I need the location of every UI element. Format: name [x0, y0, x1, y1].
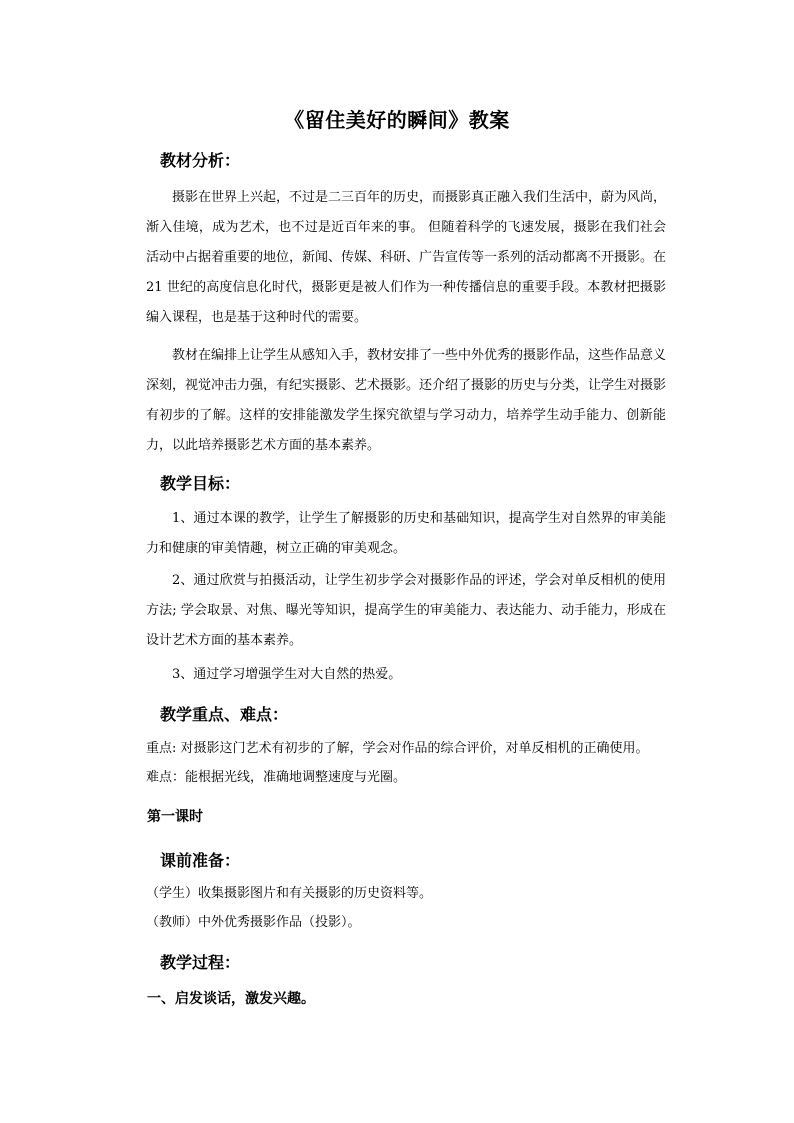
section-heading-analysis: 教材分析： [160, 151, 241, 170]
analysis-paragraph-1: 摄影在世界上兴起，不过是二三百年的历史，而摄影真正融入我们生活中，蔚为风尚，渐入佳境，成为艺术，也不过是近百年来的事。 但随着科学的飞速发展，摄影在我们社会活动中占据着重要的地位，新闻、传媒、科研、广告宣传等一系列的活动都离不开摄影。在 21 世纪的高度信息化时代，摄影更是被人们作为一种传播信息的重要手段。本教材把摄影编入课程，也是基于这种时代的需要。 [146, 190, 667, 325]
section-heading-preparation: 课前准备： [160, 851, 241, 870]
analysis-paragraph-2: 教材在编排上让学生从感知入手，教材安排了一些中外优秀的摄影作品，这些作品意义深刻，视觉冲击力强，有纪实摄影、艺术摄影。还介绍了摄影的历史与分类，让学生对摄影有初步的了解。这样的安排能激发学生探究欲望与学习动力，培养学生动手能力、创新能力，以此培养摄影艺术方面的基本素养。 [146, 348, 667, 453]
goal-item-1: 1、通过本课的教学，让学生了解摄影的历史和基础知识，提高学生对自然界的审美能力和健康的审美情趣，树立正确的审美观念。 [146, 511, 666, 556]
difficulty-text: 难点：能根据光线，准确地调整速度与光圈。 [146, 770, 407, 785]
section-heading-key-points: 教学重点、难点： [160, 705, 289, 724]
section-heading-process: 教学过程： [160, 953, 241, 972]
preparation-item-teacher: （教师）中外优秀摄影作品（投影）。 [146, 915, 361, 930]
preparation-item-student: （学生）收集摄影图片和有关摄影的历史资料等。 [146, 886, 433, 901]
process-step-1: 一、启发谈话，激发兴趣。 [147, 991, 315, 1007]
goal-item-2: 2、通过欣赏与拍摄活动，让学生初步学会对摄影作品的评述，学会对单反相机的使用方法; 学会取景、对焦、曝光等知识，提高学生的审美能力、表达能力、动手能力，形成在设计艺术方面的基本素养。 [146, 573, 666, 648]
key-point-text: 重点: 对摄影这门艺术有初步的了解，学会对作品的综合评价，对单反相机的正确使用。 [146, 741, 649, 756]
goal-item-3: 3、通过学习增强学生对大自然的热爱。 [172, 667, 402, 682]
section-heading-goals: 教学目标： [160, 474, 241, 493]
lesson-heading: 第一课时 [147, 809, 203, 825]
page-title: 《留住美好的瞬间》教案 [284, 108, 510, 132]
